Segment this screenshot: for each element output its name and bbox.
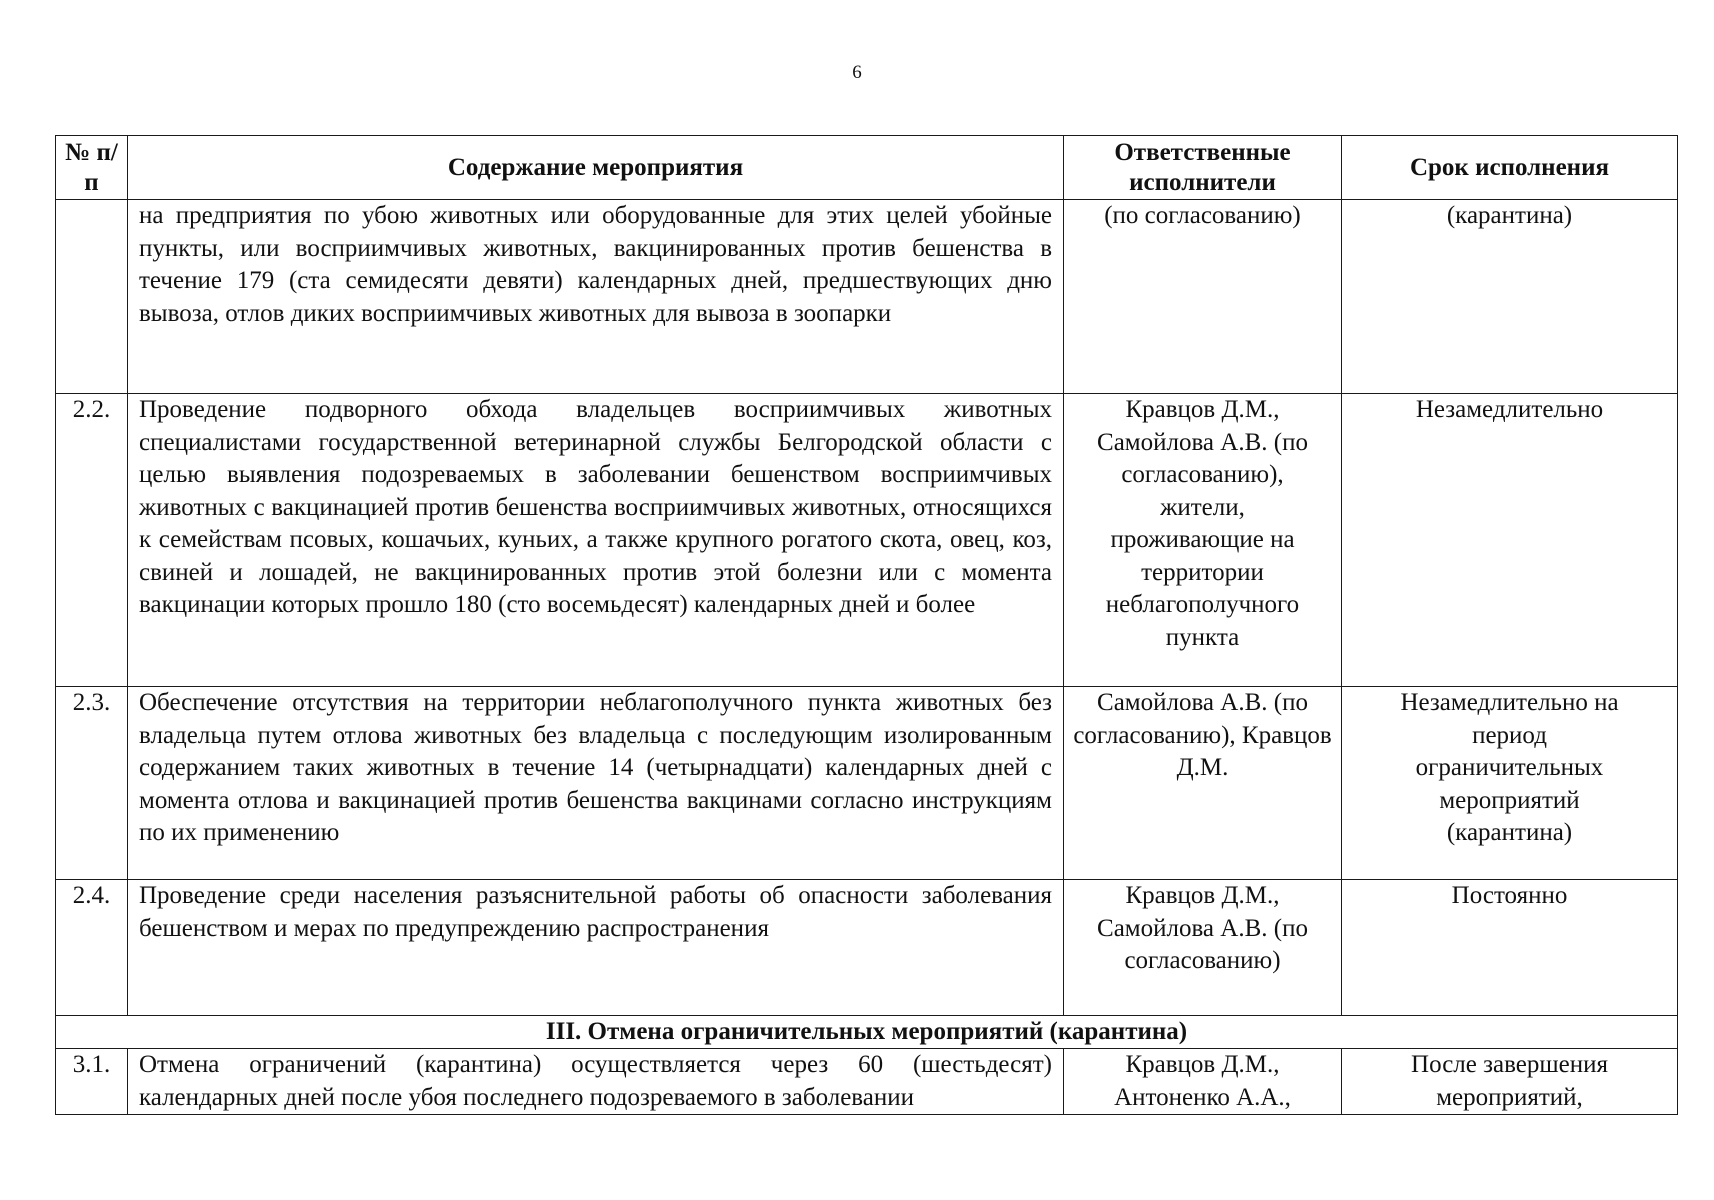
header-term: Срок исполнения <box>1342 136 1678 200</box>
row-content: на предприятия по убою животных или оборудованные для этих целей убойные пункты, или восприимчивых животных, вакцинированных против бешенства в течение 179 (ста семидесяти девяти) календарных дней, предшествующих дню вывоза, отлов диких восприимчивых животных для вывоза в зоопарки <box>128 200 1064 394</box>
measures-table <box>55 135 1678 1115</box>
row-content: Проведение среди населения разъяснительной работы об опасности заболевания бешенством и мерах по предупреждению распространения <box>128 880 1064 1016</box>
row-responsible: Кравцов Д.М., Самойлова А.В. (по согласованию), жители, проживающие на территории неблагополучного пункта <box>1064 394 1342 687</box>
row-content: Отмена ограничений (карантина) осуществляется через 60 (шестьдесят) календарных дней после убоя последнего подозреваемого в заболевании <box>128 1049 1064 1115</box>
row-term: (карантина) <box>1342 200 1678 394</box>
row-responsible: Кравцов Д.М., Антоненко А.А., <box>1064 1049 1342 1115</box>
row-num: 2.4. <box>56 880 128 1016</box>
row-num <box>56 200 128 394</box>
section-heading: III. Отмена ограничительных мероприятий (карантина) <box>56 1016 1678 1049</box>
table-header-row <box>56 136 1678 200</box>
header-content: Содержание мероприятия <box>128 136 1064 200</box>
table-row <box>56 880 1678 1016</box>
section-heading-row <box>56 1016 1678 1049</box>
table-row <box>56 687 1678 880</box>
row-term: После завершения мероприятий, <box>1342 1049 1678 1115</box>
table-row <box>56 394 1678 687</box>
row-responsible: (по согласованию) <box>1064 200 1342 394</box>
row-term: Незамедлительно на период ограничительных мероприятий (карантина) <box>1342 687 1678 880</box>
row-term: Незамедлительно <box>1342 394 1678 687</box>
row-responsible: Самойлова А.В. (по согласованию), Кравцов Д.М. <box>1064 687 1342 880</box>
row-num: 2.3. <box>56 687 128 880</box>
row-num: 2.2. <box>56 394 128 687</box>
row-responsible: Кравцов Д.М., Самойлова А.В. (по согласованию) <box>1064 880 1342 1016</box>
table-row <box>56 200 1678 394</box>
table-row <box>56 1049 1678 1115</box>
row-content: Проведение подворного обхода владельцев восприимчивых животных специалистами государственной ветеринарной службы Белгородской области с целью выявления подозреваемых в заболевании бешенством восприимчивых животных с вакцинацией против бешенства восприимчивых животных, относящихся к семействам псовых, кошачьих, куньих, а также крупного рогатого скота, овец, коз, свиней и лошадей, не вакцинированных против этой болезни или с момента вакцинации которых прошло 180 (сто восемьдесят) календарных дней и более <box>128 394 1064 687</box>
row-num: 3.1. <box>56 1049 128 1115</box>
row-content: Обеспечение отсутствия на территории неблагополучного пункта животных без владельца путем отлова животных без владельца с последующим изолированным содержанием таких животных в течение 14 (четырнадцати) календарных дней с момента отлова и вакцинацией против бешенства вакцинами согласно инструкциям по их применению <box>128 687 1064 880</box>
header-responsible: Ответственные исполнители <box>1064 136 1342 200</box>
row-term: Постоянно <box>1342 880 1678 1016</box>
page-number: 6 <box>852 62 862 83</box>
header-num: № п/п <box>56 136 128 200</box>
